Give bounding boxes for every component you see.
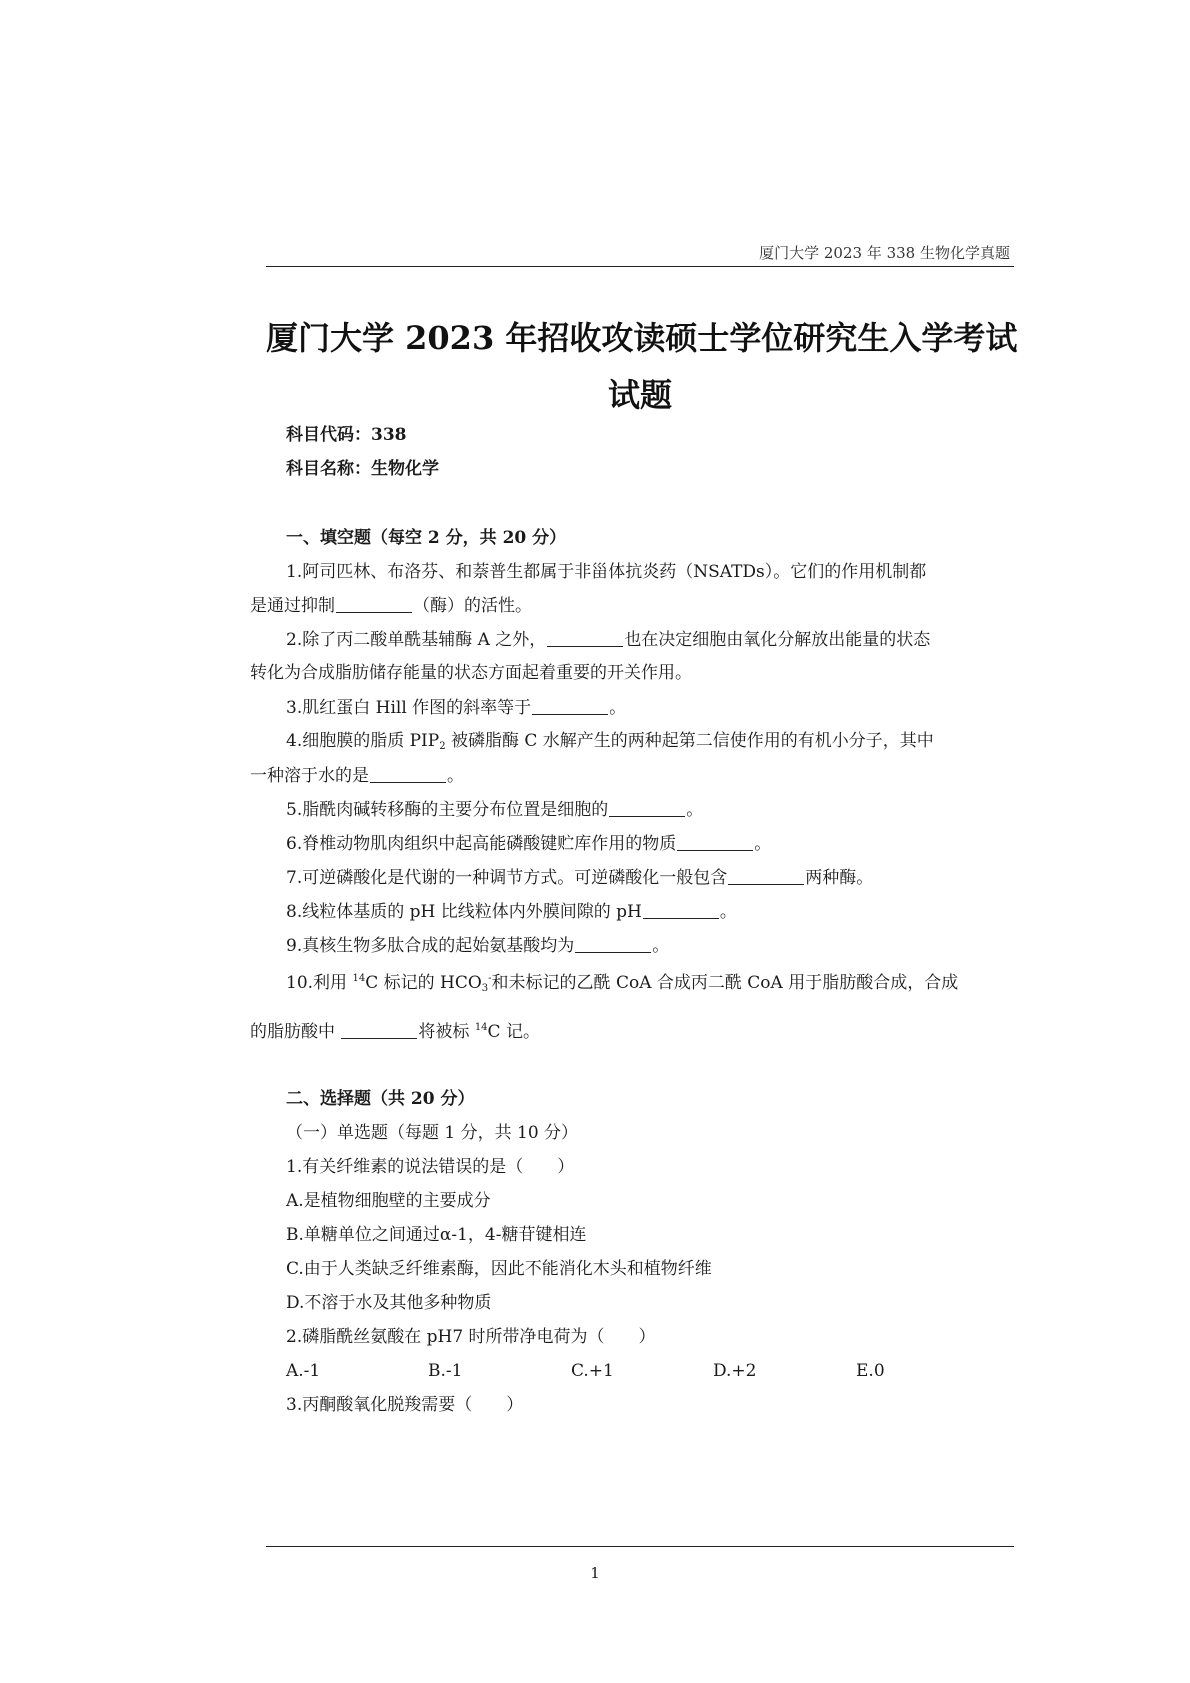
answer-blank [728,867,804,885]
answer-blank [341,1021,417,1039]
question-4-line2: 一种溶于水的是 。 [250,766,464,786]
section2-heading: 二、选择题（共 20 分） [286,1089,475,1109]
answer-blank [643,901,719,919]
page-header [266,242,1014,267]
subject-code: 科目代码：338 [286,425,407,445]
choice-option: A.-1 [286,1361,321,1381]
answer-blank [609,799,685,817]
question-4-line1: 4.细胞膜的脂质 $PIP_2$ 被磷脂酶 C 水解产生的两种起第二信使作用的有机小分子，其中 [286,731,934,752]
exam-title: 厦门大学 2023 年招收攻读硕士学位研究生入学考试 [266,319,1018,357]
section2-subheading: （一）单选题（每题 1 分，共 10 分） [286,1123,579,1143]
page-number: 1 [590,1564,600,1582]
question-2-line2: 转化为合成脂肪储存能量的状态方面起着重要的开关作用。 [250,663,692,683]
question-8: 8.线粒体基质的 pH 比线粒体内外膜间隙的 pH 。 [286,902,737,922]
question-3: 3.肌红蛋白 Hill 作图的斜率等于 。 [286,698,627,718]
exam-title-line2: 试题 [607,376,672,414]
question-2-line1: 2.除了丙二酸单酰基辅酶 A 之外， 也在决定细胞由氧化分解放出能量的状态 [286,630,931,650]
question-1-line2: 是通过抑制 （酶）的活性。 [250,596,532,616]
answer-blank [547,629,623,647]
question-10-line1: 10.利用 $^{14}$C 标记的 $HCO_3^-$和未标记的乙酰 CoA 合成丙二酰 CoA 用于脂肪酸合成，合成 [286,973,959,994]
choice-question-1: 1.有关纤维素的说法错误的是（ ） [286,1157,575,1177]
choice-option: C.+1 [571,1361,614,1381]
answer-blank [336,595,412,613]
section1-heading: 一、填空题（每空 2 分，共 20 分） [286,528,567,548]
choice-option: D.+2 [713,1361,757,1381]
choice-option-a: A.是植物细胞壁的主要成分 [286,1191,491,1211]
question-1-line1: 1.阿司匹林、布洛芬、和萘普生都属于非甾体抗炎药（NSATDs）。它们的作用机制都 [286,562,927,582]
choice-option: E.0 [856,1361,885,1381]
question-9: 9.真核生物多肽合成的起始氨基酸均为 。 [286,936,670,956]
choice-option: B.-1 [428,1361,463,1381]
choice-option-d: D.不溶于水及其他多种物质 [286,1293,492,1313]
question-6: 6.脊椎动物肌肉组织中起高能磷酸键贮库作用的物质 。 [286,834,772,854]
answer-blank [677,833,753,851]
answer-blank [370,765,446,783]
answer-blank [532,697,608,715]
question-5: 5.脂酰肉碱转移酶的主要分布位置是细胞的 。 [286,800,704,820]
choice-question-2: 2.磷脂酰丝氨酸在 pH7 时所带净电荷为（ ） [286,1327,656,1347]
choice-question-3: 3.丙酮酸氧化脱羧需要（ ） [286,1395,524,1415]
question-7: 7.可逆磷酸化是代谢的一种调节方式。可逆磷酸化一般包含 两种酶。 [286,868,874,888]
header-text: 厦门大学 2023 年 338 生物化学真题 [759,244,1010,262]
question-10-line2: 的脂肪酸中 将被标 $^{14}$C 记。 [250,1022,540,1042]
answer-blank [575,935,651,953]
subject-name: 科目名称：生物化学 [286,459,439,479]
choice-option-b: B.单糖单位之间通过α-1，4-糖苷键相连 [286,1225,587,1245]
footer-divider [266,1546,1014,1547]
choice-option-c: C.由于人类缺乏纤维素酶，因此不能消化木头和植物纤维 [286,1259,712,1279]
